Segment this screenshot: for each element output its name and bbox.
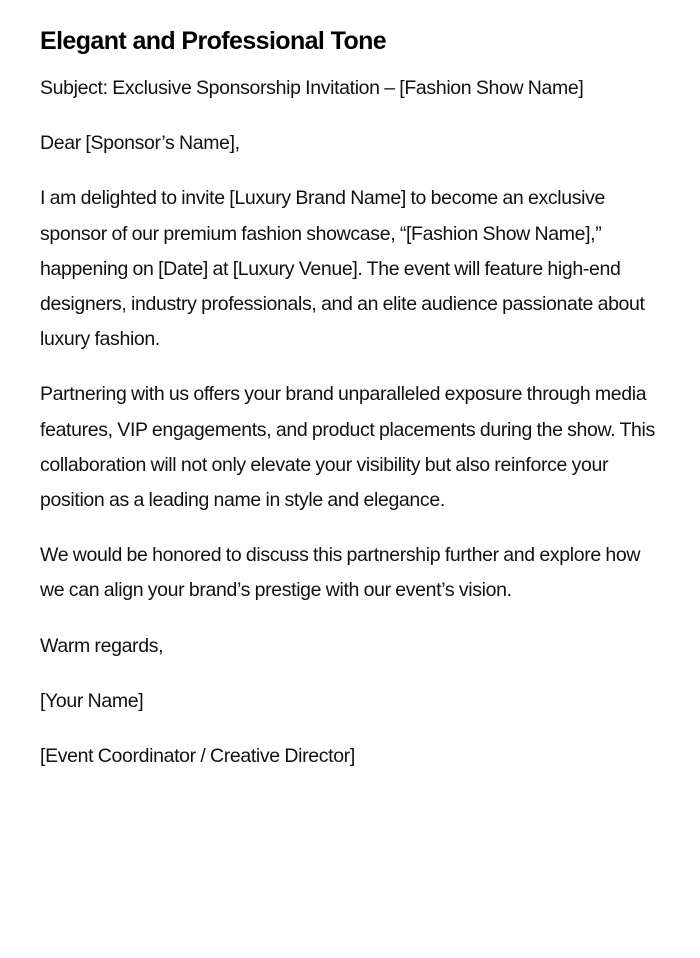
document-title: Elegant and Professional Tone [40,27,387,55]
sender-title: [Event Coordinator / Creative Director] [40,745,355,768]
subject-line: Subject: Exclusive Sponsorship Invitation – [Fashion Show Name] [40,77,584,99]
body-paragraph-benefits: Partnering with us offers your brand unparalleled exposure through media features, VIP engagements, and product placements during the show. This collaboration will not only elevate your visibility but also reinforce your position as a leading name in style and elegance. [40,383,655,512]
sign-off: Warm regards, [40,634,164,657]
body-paragraph-closing: We would be honored to discuss this partnership further and explore how we can align your brand’s prestige with our event’s vision. [40,544,641,602]
sender-name: [Your Name] [40,689,144,712]
body-paragraph-invitation: I am delighted to invite [Luxury Brand Name] to become an exclusive sponsor of our premium fashion showcase, “[Fashion Show Name],” happening on [Date] at [Luxury Venue]. The event will feature high-end designers, industry professionals, and an elite audience passionate about luxury fashion. [40,187,645,351]
salutation: Dear [Sponsor’s Name], [40,132,240,155]
